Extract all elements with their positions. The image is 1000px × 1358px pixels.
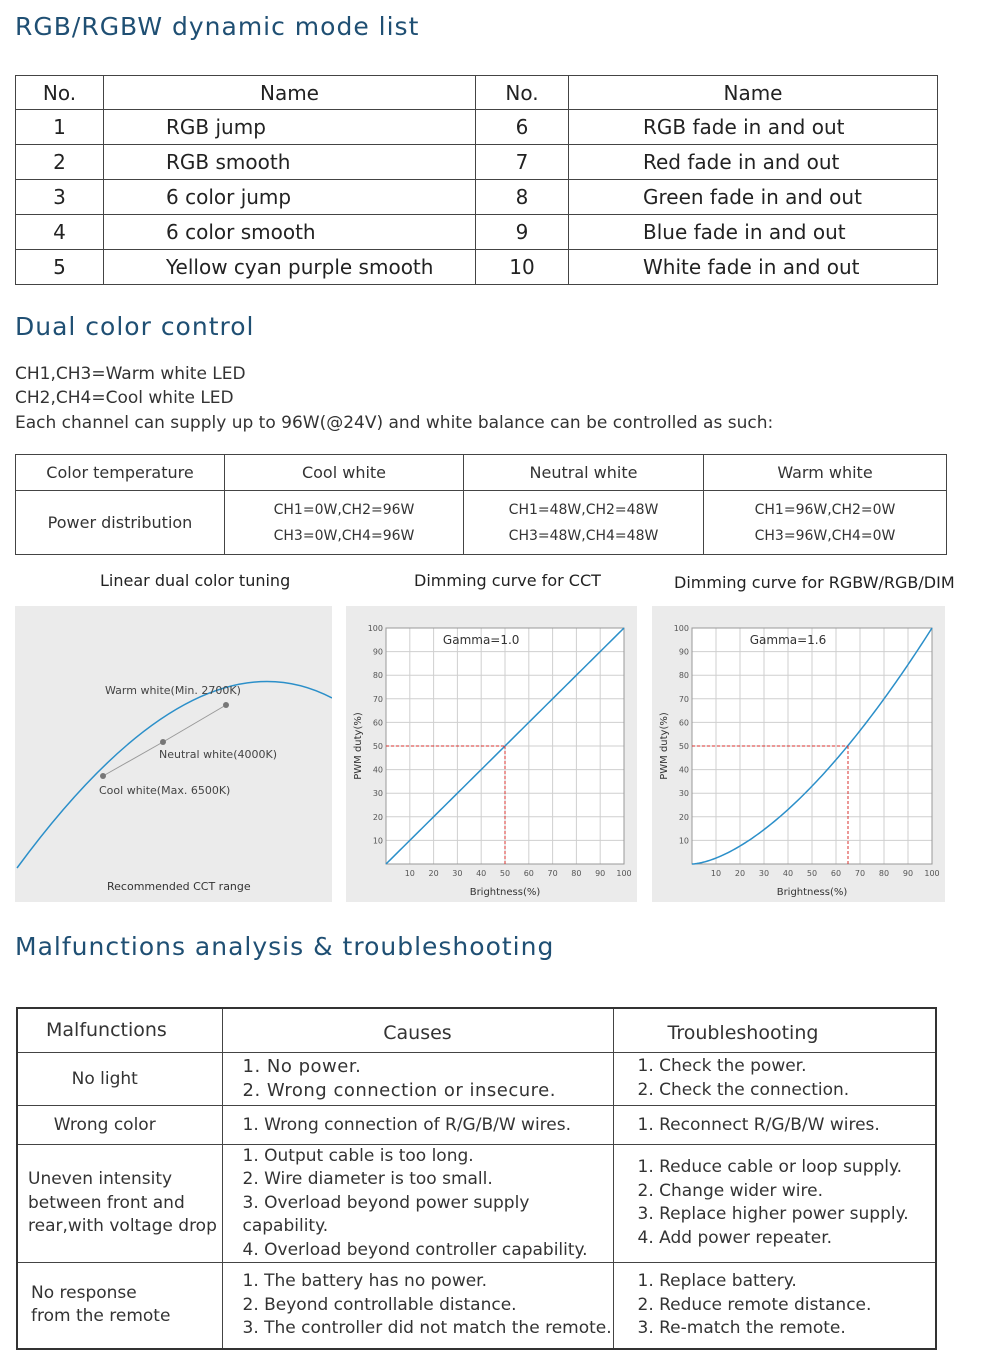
fixes-cell xyxy=(613,1052,936,1105)
x-tick-label: 80 xyxy=(571,869,582,878)
mode-number: 10 xyxy=(476,250,569,285)
table-row xyxy=(17,1105,936,1144)
y-tick-label: 90 xyxy=(372,647,383,657)
table-row xyxy=(17,1144,936,1263)
gamma-label: Gamma=1.6 xyxy=(749,633,827,647)
fixes-cell xyxy=(613,1263,936,1349)
rgbw-chart-panel xyxy=(652,606,945,902)
y-tick-label: 10 xyxy=(372,836,383,846)
row-label: Power distribution xyxy=(16,491,225,555)
x-tick-label: 40 xyxy=(476,869,487,878)
fix-line: 1. Check the power. xyxy=(637,1056,807,1076)
cct-chart-panel xyxy=(346,606,637,902)
table-row xyxy=(17,1263,936,1349)
mode-name: 6 color smooth xyxy=(104,215,476,250)
y-tick-label: 60 xyxy=(372,718,383,728)
fix-line: 2. Check the connection. xyxy=(637,1079,850,1100)
fix-line: 1. Reduce cable or loop supply. xyxy=(637,1157,903,1178)
mode-number: 2 xyxy=(16,145,104,180)
linear-tuning-diagram xyxy=(15,606,332,902)
x-tick-label: 100 xyxy=(924,869,940,878)
chart-title-rgbw: Dimming curve for RGBW/RGB/DIM xyxy=(674,573,955,592)
x-tick-label: 10 xyxy=(710,869,722,878)
header-troubleshooting: Troubleshooting xyxy=(613,1008,936,1052)
table-row xyxy=(16,250,938,285)
x-axis-label: Brightness(%) xyxy=(469,887,541,898)
mode-name: Yellow cyan purple smooth xyxy=(104,250,476,285)
malfunction-line: Uneven intensity xyxy=(28,1169,173,1189)
y-tick-label: 20 xyxy=(678,812,689,822)
table-row xyxy=(17,1052,936,1105)
chart-title-linear: Linear dual color tuning xyxy=(100,571,291,590)
malfunction-cell xyxy=(17,1263,222,1349)
column-name: Cool white xyxy=(225,455,464,491)
malfunction-cell: Wrong color xyxy=(17,1105,222,1144)
table-row xyxy=(16,145,938,180)
cause-line: 3. The controller did not match the remote. xyxy=(242,1318,612,1338)
cct-range-label: Recommended CCT range xyxy=(107,880,251,893)
power-cell xyxy=(225,491,464,555)
x-tick-label: 100 xyxy=(616,869,632,878)
x-tick-label: 20 xyxy=(428,869,439,878)
mode-name: 6 color jump xyxy=(104,180,476,215)
channel-warm-text: CH1,CH3=Warm white LED xyxy=(15,364,246,384)
column-name: Neutral white xyxy=(464,455,704,491)
y-tick-label: 90 xyxy=(678,647,689,657)
mode-number: 9 xyxy=(476,215,569,250)
fixes-cell xyxy=(613,1144,936,1263)
x-tick-label: 60 xyxy=(830,869,842,878)
y-tick-label: 70 xyxy=(372,694,383,704)
mode-number: 3 xyxy=(16,180,104,215)
mode-number: 4 xyxy=(16,215,104,250)
column-name: Warm white xyxy=(704,455,947,491)
x-tick-label: 50 xyxy=(806,869,818,878)
malfunction-table xyxy=(16,1007,937,1350)
neutral-white-point xyxy=(160,739,166,745)
mode-name: White fade in and out xyxy=(569,250,938,285)
header-no: No. xyxy=(476,76,569,110)
malfunction-line: from the remote xyxy=(31,1306,171,1327)
table-row xyxy=(16,180,938,215)
chart-title-cct: Dimming curve for CCT xyxy=(414,571,601,590)
y-tick-label: 30 xyxy=(678,789,689,799)
header-causes: Causes xyxy=(222,1008,613,1052)
y-tick-label: 100 xyxy=(367,624,383,633)
y-tick-label: 40 xyxy=(678,765,689,775)
mode-name: RGB smooth xyxy=(104,145,476,180)
x-tick-label: 20 xyxy=(734,869,746,878)
x-tick-label: 50 xyxy=(499,869,511,878)
y-tick-label: 20 xyxy=(372,812,383,822)
cause-line: 4. Overload beyond controller capability. xyxy=(242,1239,588,1260)
table-row xyxy=(16,110,938,145)
mode-number: 8 xyxy=(476,180,569,215)
y-tick-label: 70 xyxy=(678,694,689,704)
cct-curve xyxy=(17,681,332,868)
gamma-label: Gamma=1.0 xyxy=(442,633,520,647)
x-tick-label: 90 xyxy=(902,869,914,878)
y-tick-label: 60 xyxy=(678,718,689,728)
header-malfunctions: Malfunctions xyxy=(17,1008,222,1052)
table-row xyxy=(16,455,947,491)
mode-name: Red fade in and out xyxy=(569,145,938,180)
cause-line: 1. No power. xyxy=(242,1056,362,1077)
y-axis-label: PWM duty(%) xyxy=(353,712,364,780)
warm-white-label: Warm white(Min. 2700K) xyxy=(105,684,241,697)
power-line: CH1=48W,CH2=48W xyxy=(508,501,659,518)
power-line: CH1=0W,CH2=96W xyxy=(273,501,415,518)
malfunction-line: No response xyxy=(31,1282,137,1303)
fix-line: 2. Change wider wire. xyxy=(637,1180,823,1201)
mode-number: 6 xyxy=(476,110,569,145)
mode-number: 5 xyxy=(16,250,104,285)
cause-line: 1. Output cable is too long. xyxy=(242,1145,474,1166)
x-tick-label: 70 xyxy=(547,869,558,878)
range-line xyxy=(163,705,226,742)
power-line: CH1=96W,CH2=0W xyxy=(754,501,896,518)
y-tick-label: 80 xyxy=(372,671,383,681)
cause-line: 2. Wrong connection or insecure. xyxy=(242,1079,556,1101)
x-tick-label: 10 xyxy=(404,869,415,878)
neutral-white-label: Neutral white(4000K) xyxy=(159,748,277,761)
malfunction-line: rear,with voltage drop xyxy=(28,1216,217,1236)
power-line: CH3=48W,CH4=48W xyxy=(508,527,659,544)
mode-name: Blue fade in and out xyxy=(569,215,938,250)
mode-name: RGB fade in and out xyxy=(569,110,938,145)
fix-line: 3. Re-match the remote. xyxy=(637,1318,846,1338)
power-line: CH3=96W,CH4=0W xyxy=(754,527,896,544)
y-tick-label: 50 xyxy=(372,742,383,751)
x-tick-label: 80 xyxy=(878,869,890,878)
warm-white-point xyxy=(223,702,229,708)
mode-name: Green fade in and out xyxy=(569,180,938,215)
power-distribution-table xyxy=(15,454,947,555)
cause-line: 3. Overload beyond power supply capability. xyxy=(242,1192,530,1236)
power-cell xyxy=(464,491,704,555)
cause-line: 1. The battery has no power. xyxy=(242,1271,488,1291)
malfunction-line: between front and xyxy=(28,1192,185,1213)
section-title-malfunctions: Malfunctions analysis & troubleshooting xyxy=(15,932,555,961)
x-axis-label: Brightness(%) xyxy=(776,887,848,898)
x-tick-label: 30 xyxy=(452,869,463,878)
fix-line: 3. Replace higher power supply. xyxy=(637,1204,909,1225)
y-axis-label: PWM duty(%) xyxy=(659,712,670,780)
power-line: CH3=0W,CH4=96W xyxy=(273,527,415,544)
section-title-dual: Dual color control xyxy=(15,312,255,341)
y-tick-label: 80 xyxy=(678,671,689,681)
x-tick-label: 90 xyxy=(595,869,606,878)
causes-cell: 1. Wrong connection of R/G/B/W wires. xyxy=(222,1105,613,1144)
section-title-modes: RGB/RGBW dynamic mode list xyxy=(15,12,420,41)
linear-tuning-panel xyxy=(15,606,332,902)
causes-cell xyxy=(222,1263,613,1349)
x-tick-label: 70 xyxy=(854,869,866,878)
channel-cool-text: CH2,CH4=Cool white LED xyxy=(15,388,234,408)
cause-line: 2. Wire diameter is too small. xyxy=(242,1169,493,1189)
fix-line: 4. Add power repeater. xyxy=(637,1227,833,1248)
mode-table-header xyxy=(16,76,938,110)
mode-number: 7 xyxy=(476,145,569,180)
y-tick-label: 40 xyxy=(372,765,383,775)
rgbw-chart xyxy=(652,606,945,902)
table-row xyxy=(16,491,947,555)
row-label: Color temperature xyxy=(16,455,225,491)
x-tick-label: 60 xyxy=(523,869,534,878)
power-cell xyxy=(704,491,947,555)
y-tick-label: 10 xyxy=(678,836,689,846)
causes-cell xyxy=(222,1052,613,1105)
x-tick-label: 30 xyxy=(758,869,770,878)
mode-name: RGB jump xyxy=(104,110,476,145)
table-row xyxy=(16,215,938,250)
fix-line: 2. Reduce remote distance. xyxy=(637,1294,872,1315)
fixes-cell: 1. Reconnect R/G/B/W wires. xyxy=(613,1105,936,1144)
malfunction-header-row xyxy=(17,1008,936,1052)
fix-line: 1. Replace battery. xyxy=(637,1271,797,1291)
header-name: Name xyxy=(104,76,476,110)
cct-chart xyxy=(346,606,637,902)
causes-cell xyxy=(222,1144,613,1263)
channel-power-text: Each channel can supply up to 96W(@24V) and white balance can be controlled as such: xyxy=(15,413,774,433)
header-name: Name xyxy=(569,76,938,110)
mode-table xyxy=(15,75,938,285)
y-tick-label: 30 xyxy=(372,789,383,799)
cool-white-label: Cool white(Max. 6500K) xyxy=(99,784,231,797)
header-no: No. xyxy=(16,76,104,110)
y-tick-label: 50 xyxy=(678,742,689,751)
mode-number: 1 xyxy=(16,110,104,145)
y-tick-label: 100 xyxy=(673,624,689,633)
cool-white-point xyxy=(100,773,106,779)
malfunction-cell xyxy=(17,1144,222,1263)
x-tick-label: 40 xyxy=(782,869,794,878)
cause-line: 2. Beyond controllable distance. xyxy=(242,1294,517,1315)
malfunction-cell: No light xyxy=(17,1052,222,1105)
